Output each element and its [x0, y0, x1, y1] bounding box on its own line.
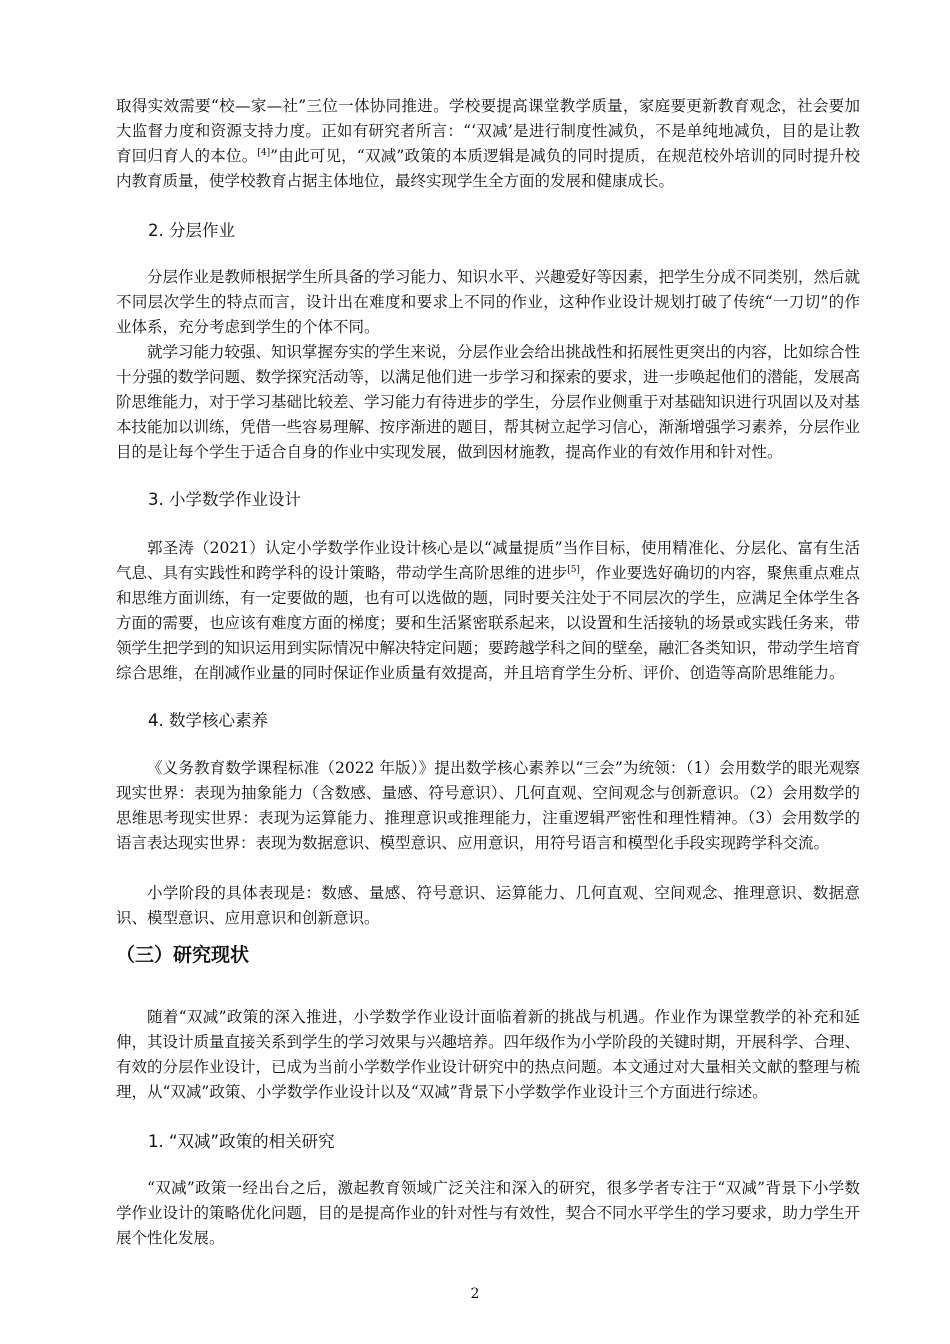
citation-4: [4]: [257, 148, 271, 158]
paragraph-design-text-cont: ，作业要选好确切的内容，聚焦重点难点和思维方面训练，有一定要做的题，也有可以选做的题，同时要关注处于不同层次的学生，应满足全体学生各方面的需要，也应该有难度方面的梯度；要和生活紧密联系起来，以设置和生活接轨的场景或实践任务来，带领学生把学到的知识运用到实际情况中解决特定问题；要跨越学科之间的壁垒，融汇各类知识，带动学生培育综合思维，在削减作业量的同时保证作业质量有效提高，并且培育学生分析、评价、创造等高阶思维能力。: [116, 564, 861, 682]
paragraph-intro-text: 取得实效需要“校—家—社”三位一体协同推进。学校要提高课堂教学质量，家庭要更新教育观念，社会要加大监督力度和资源支持力度。正如有研究者所言：“‘双减’是进行制度性减负，不是单纯地减负，目的是让教育回归育人的本位。: [116, 97, 860, 165]
paragraph-research-status: 随着“双减”政策的深入推进，小学数学作业设计面临着新的挑战与机遇。作业作为课堂教学的补充和延伸，其设计质量直接关系到学生的学习效果与兴趣培养。四年级作为小学阶段的关键时期，开展科学、合理、有效的分层作业设计，已成为当前小学数学作业设计研究中的热点问题。本文通过对大量相关文献的整理与梳理，从“双减”政策、小学数学作业设计以及“双减”背景下小学数学作业设计三个方面进行综述。: [116, 1008, 861, 1101]
heading-policy-research: 1. “双减”政策的相关研究: [148, 1132, 335, 1151]
heading-core-literacy: 4. 数学核心素养: [148, 711, 268, 730]
citation-5: [5]: [567, 565, 580, 575]
page-number: 2: [470, 1286, 480, 1302]
paragraph-design-text: 郭圣涛（2021）认定小学数学作业设计核心是以“减量提质”当作目标，使用精准化、分层化、富有生活气息、具有实践性和跨学科的设计策略，带动学生高阶思维的进步: [116, 539, 860, 582]
paragraph-homework-design: [116, 536, 860, 686]
heading-layered-homework: 2. 分层作业: [148, 221, 235, 240]
paragraph-core-literacy-2: 小学阶段的具体表现是：数感、量感、符号意识、运算能力、几何直观、空间观念、推理意识、数据意识、模型意识、应用意识和创新意识。: [116, 884, 860, 927]
heading-homework-design: 3. 小学数学作业设计: [148, 490, 301, 509]
paragraph-core-literacy-1: 《义务教育数学课程标准（2022 年版）》提出数学核心素养以“三会”为统领：（1）会用数学的眼光观察现实世界：表现为抽象能力（含数感、量感、符号意识）、几何直观、空间观念与创新意识。（2）会用数学的思维思考现实世界：表现为运算能力、推理意识或推理能力，注重逻辑严密性和理性精神。（3）会用数学的语言表达现实世界：表现为数据意识、模型意识、应用意识，用符号语言和模型化手段实现跨学科交流。: [116, 759, 860, 852]
paragraph-layered-2: 就学习能力较强、知识掌握夯实的学生来说，分层作业会给出挑战性和拓展性更突出的内容，比如综合性十分强的数学问题、数学探究活动等，以满足他们进一步学习和探索的要求，进一步唤起他们的潜能，发展高阶思维能力，对于学习基础比较差、学习能力有待进步的学生，分层作业侧重于对基础知识进行巩固以及对基本技能加以训练，凭借一些容易理解、按序渐进的题目，帮其树立起学习信心，渐渐增强学习素养，分层作业目的是让每个学生于适合自身的作业中实现发展，做到因材施教，提高作业的有效作用和针对性。: [116, 343, 861, 461]
paragraph-intro: [116, 94, 860, 194]
heading-research-status: （三）研究现状: [116, 944, 250, 966]
paragraph-layered-1: 分层作业是教师根据学生所具备的学习能力、知识水平、兴趣爱好等因素，把学生分成不同类别，然后就不同层次学生的特点而言，设计出在难度和要求上不同的作业，这种作业设计规划打破了传统“一刀切”的作业体系，充分考虑到学生的个体不同。: [116, 268, 861, 336]
paragraph-policy-research: “双减”政策一经出台之后，激起教育领域广泛关注和深入的研究，很多学者专注于“双减”背景下小学数学作业设计的策略优化问题，目的是提高作业的针对性与有效性，契合不同水平学生的学习要求，助力学生开展个性化发展。: [116, 1179, 861, 1247]
paragraph-intro-text-cont: ”由此可见，“双减”政策的本质逻辑是减负的同时提质，在规范校外培训的同时提升校内教育质量，使学校教育占据主体地位，最终实现学生全方面的发展和健康成长。: [116, 147, 860, 190]
